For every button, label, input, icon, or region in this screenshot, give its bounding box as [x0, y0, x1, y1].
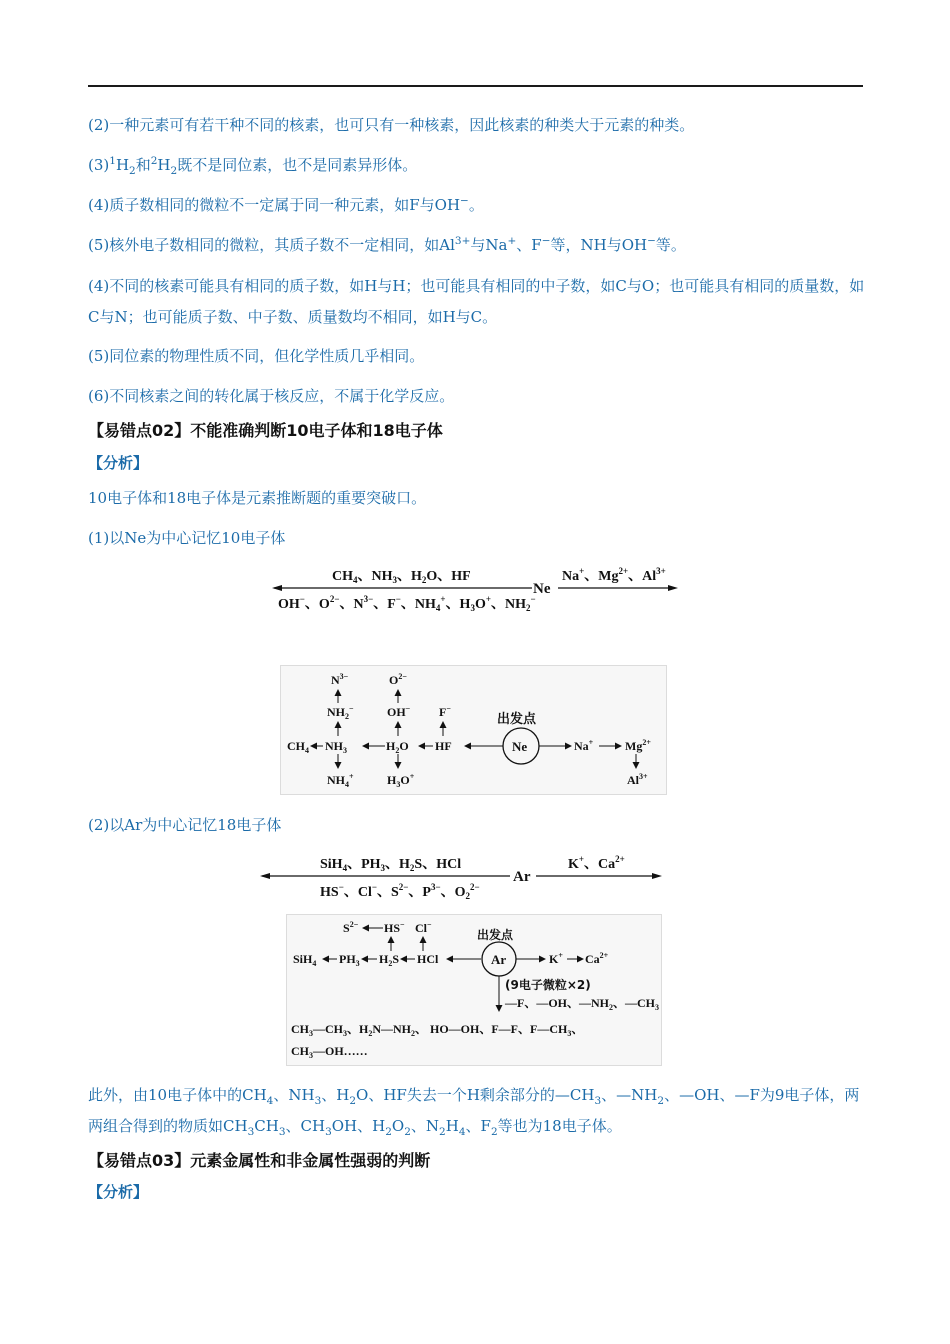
ar-tree-diagram: [286, 914, 662, 1066]
para-electron-number: (5)核外电子数相同的微粒，其质子数不一定相同，如$Al^{3+}$与Na+、F−等，NH与OH−等。: [88, 235, 686, 254]
svg-text:CH4: $CH_4$: [287, 739, 309, 755]
svg-text:—F、—OH、—NH2、—CH3: —F、—OH、$—NH_2$、$—CH_3$: [505, 996, 660, 1012]
ar-center-label: Ar: [513, 869, 531, 885]
heading-error-02: 【易错点02】不能准确判断10电子体和18电子体: [88, 421, 443, 440]
svg-text:NH3: $NH_3$: [325, 739, 347, 755]
para-nuclide-variety: (2)一种元素可有若干种不同的核素，也可只有一种核素，因此核素的种类大于元素的种类。: [88, 116, 695, 134]
svg-text:Al3+: $Al^{3+}$: [627, 772, 648, 787]
ne-lower-left: OH−、$O^{2-}$、$N^{3-}$、F−、$NH_4^+$、$H_3O^+$、$NH_2^-$: [278, 594, 536, 613]
svg-text:Mg2+: $Mg^{2+}$: [625, 738, 651, 753]
svg-text:Ca2+: $Ca^{2+}$: [585, 951, 609, 966]
para-h2-isotope: $(3)^1H_2$和$^2H_2$既不是同位素，也不是同素异形体。: [88, 155, 418, 177]
ne-tree-diagram: [280, 665, 667, 795]
ar-right: K+、$Ca^{2+}$: [568, 854, 625, 872]
svg-text:Ne: Ne: [512, 739, 528, 754]
analysis-label-1: 【分析】: [88, 454, 149, 472]
svg-text:(9电子微粒×2): (9电子微粒×2): [505, 978, 591, 992]
svg-text:Ar: Ar: [491, 952, 507, 967]
svg-text:Na+: Na+: [574, 738, 594, 753]
svg-text:OH−: OH−: [387, 704, 411, 719]
svg-text:CH3—OH……: $CH_3—OH\dots\dots$: [291, 1044, 368, 1060]
svg-text:H3O+: $H_3O^+$: [387, 772, 415, 789]
header-rule: [88, 85, 863, 87]
svg-text:HF: HF: [435, 739, 452, 753]
para-ne-center: (1)以Ne为中心记忆10电子体: [88, 529, 286, 547]
ne-line-diagram: [270, 560, 690, 620]
para-isotope-properties: (5)同位素的物理性质不同，但化学性质几乎相同。: [88, 347, 425, 365]
para-nuclide-same: (4)不同的核素可能具有相同的质子数，如H与H；也可能具有相同的中子数，如C与O；也可能具有相同的质量数，如C与N；也可能质子数、中子数、质量数均不相同，如H与C。: [88, 277, 865, 326]
svg-text:SiH4: SiH$_4$: [293, 952, 317, 968]
analysis-label-2: 【分析】: [88, 1183, 149, 1201]
svg-text:HS−: HS−: [384, 920, 405, 935]
ne-upper-left: $CH_4$、$NH_3$、$H_2O$、HF: [332, 569, 471, 585]
para-nuclear-reaction: (6)不同核素之间的转化属于核反应，不属于化学反应。: [88, 387, 455, 405]
para-proton-number: (4)质子数相同的微粒不一定属于同一种元素，如F与OH−。: [88, 195, 484, 214]
svg-text:出发点: 出发点: [497, 712, 537, 727]
svg-text:PH3: $PH_3$: [339, 952, 360, 968]
svg-text:H2O: $H_2O$: [386, 739, 409, 755]
ne-right: Na+、$Mg^{2+}$、$Al^{3+}$: [562, 566, 666, 584]
ar-upper-left: SiH$_4$、$PH_3$、$H_2S$、HCl: [320, 857, 462, 873]
para-10-18-intro: 10电子体和18电子体是元素推断题的重要突破口。: [88, 489, 427, 507]
svg-text:Cl−: Cl−: [415, 920, 432, 935]
svg-text:NH2−: $NH_2^-$: [327, 704, 354, 721]
svg-text:NH4+: $NH_4^+$: [327, 772, 354, 789]
para-9-electron: 此外，由10电子体中的$CH_4$、$NH_3$、$H_2O$、HF失去一个H剩余部分的$—CH_3$、$—NH_2$、—OH、—F为9电子体，两两组合得到的物质如$CH_3CH_3$、$CH_3OH$、$H_2O_2$、$N_2H_4$、$F_2$等也为18电子体。: [88, 1086, 860, 1138]
svg-text:CH3—CH3、H2N—NH2、 HO—OH、F—F、F—C: $CH_3—CH_3$、$H_2N—NH_2$、 HO—OH、F—F、$F—CH_3$、: [291, 1022, 584, 1038]
svg-text:O2−: $O^{2-}$: [389, 672, 407, 687]
svg-text:K+: K+: [549, 951, 563, 966]
ar-lower-left: HS−、Cl−、$S^{2-}$、$P^{3-}$、$O_2^{2-}$: [320, 882, 480, 901]
para-ar-center: (2)以Ar为中心记忆18电子体: [88, 816, 282, 834]
ne-center-label: Ne: [533, 581, 551, 597]
heading-error-03: 【易错点03】元素金属性和非金属性强弱的判断: [88, 1151, 431, 1170]
svg-text:F−: F−: [439, 704, 451, 719]
svg-text:出发点: 出发点: [477, 928, 514, 942]
svg-text:H2S: $H_2S$: [379, 952, 400, 968]
svg-text:N3−: $N^{3-}$: [331, 672, 349, 687]
ar-line-diagram: [258, 848, 670, 908]
svg-text:S2−: $S^{2-}$: [343, 920, 359, 935]
svg-text:HCl: HCl: [417, 952, 439, 966]
